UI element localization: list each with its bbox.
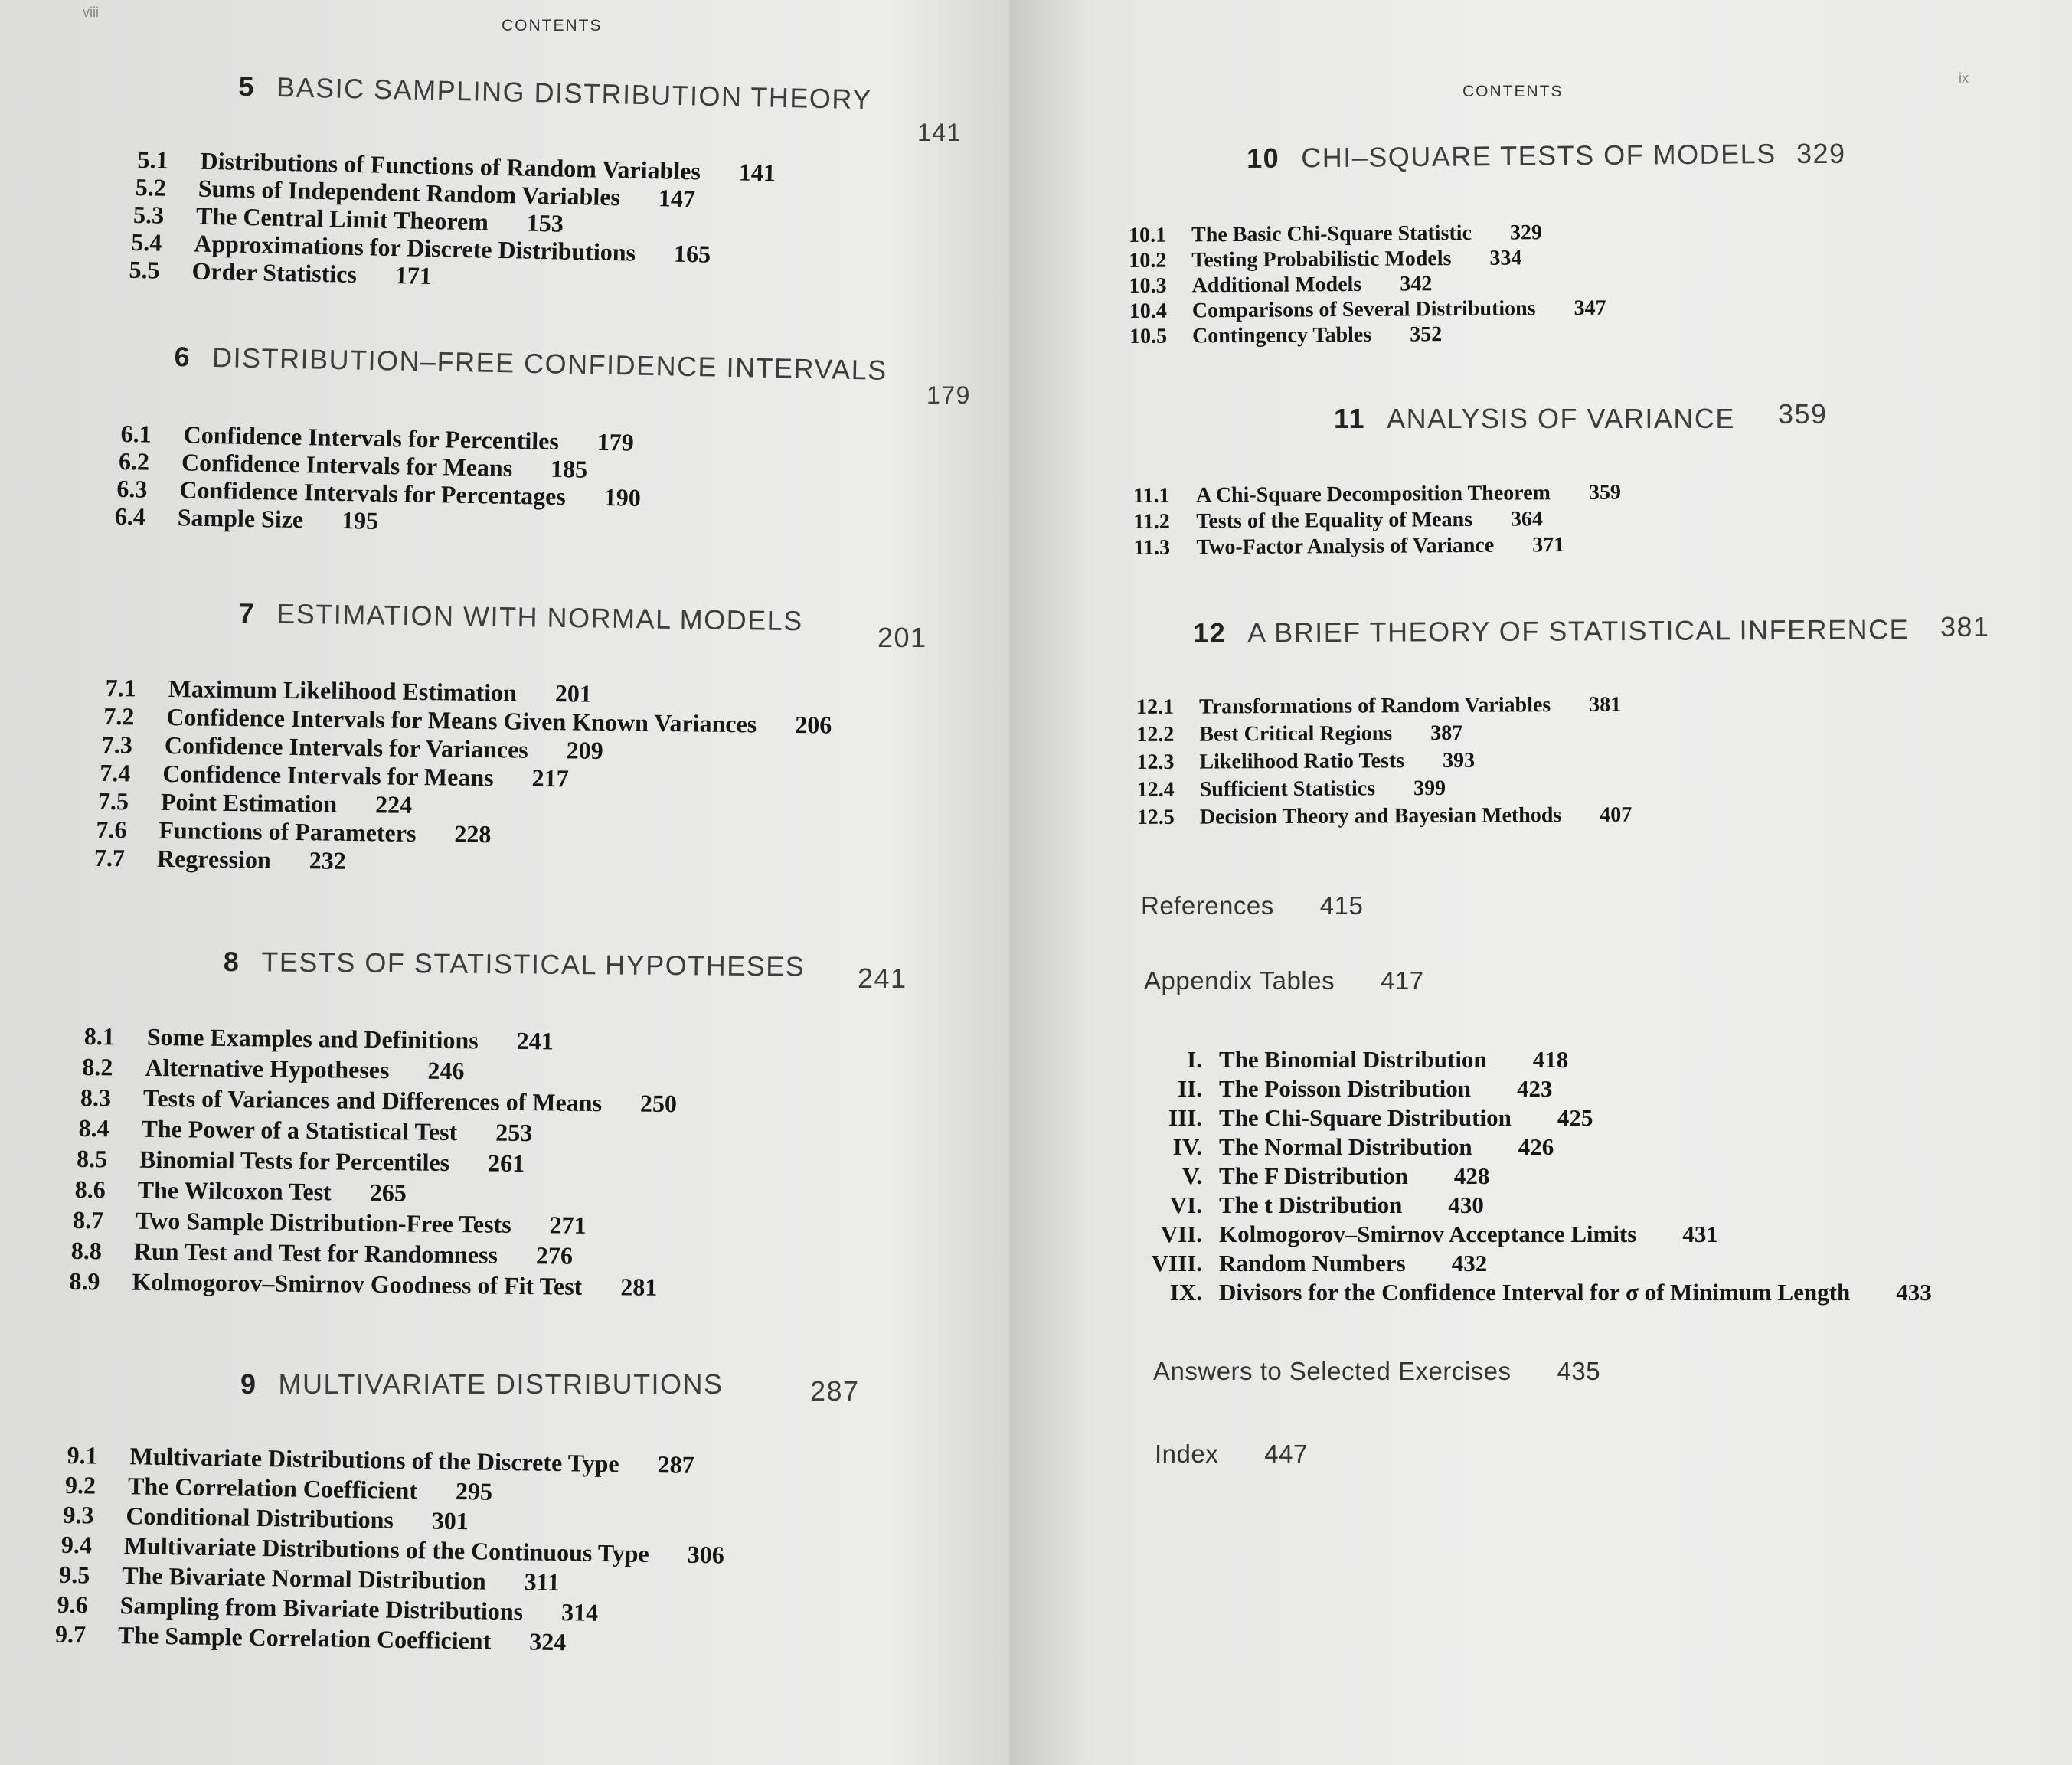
section-title: Binomial Tests for Percentiles	[139, 1145, 450, 1177]
page-folio-right: ix	[1959, 70, 1969, 86]
toc-entry-6-4[interactable]	[114, 502, 378, 535]
table-title: Divisors for the Confidence Interval for σ of Minimum Length	[1219, 1279, 1851, 1306]
section-number: 5.1	[137, 145, 168, 174]
section-number: 5.2	[135, 172, 167, 201]
table-roman-numeral: III.	[1168, 1104, 1202, 1131]
toc-entry-8-8[interactable]	[71, 1237, 573, 1270]
section-title: Tests of the Equality of Means	[1196, 507, 1473, 534]
section-page: 329	[1509, 221, 1543, 245]
section-number: 5.4	[130, 227, 162, 257]
section-number: 7.1	[105, 674, 136, 702]
chapter-7-page: 201	[877, 622, 927, 653]
appendix-page: 417	[1381, 966, 1424, 995]
section-number: 5.5	[129, 255, 160, 284]
running-head-right: CONTENTS	[1462, 83, 1564, 100]
table-roman-numeral: VII.	[1160, 1221, 1202, 1247]
chapter-title: MULTIVARIATE DISTRIBUTIONS	[278, 1368, 724, 1400]
section-page: 387	[1430, 721, 1463, 745]
section-number: 8.4	[78, 1113, 109, 1142]
toc-entry-12-4[interactable]	[1137, 776, 1446, 802]
section-title: Run Test and Test for Randomness	[133, 1237, 498, 1269]
section-title: Confidence Intervals for Percentiles	[183, 420, 560, 455]
chapter-9-heading[interactable]	[240, 1368, 724, 1401]
section-title: Alternative Hypotheses	[145, 1053, 390, 1084]
table-roman-numeral: I.	[1187, 1046, 1202, 1073]
chapter-number: 6	[174, 341, 191, 373]
section-number: 6.3	[116, 474, 148, 503]
section-page: 347	[1574, 296, 1606, 320]
chapter-number: 12	[1193, 616, 1227, 649]
section-page: 295	[455, 1476, 493, 1505]
chapter-8-heading[interactable]	[224, 946, 806, 983]
right-page	[1009, 0, 2072, 1765]
section-title: Contingency Tables	[1191, 322, 1372, 348]
appendix-table-2[interactable]	[1133, 1075, 1553, 1103]
section-title: The Bivariate Normal Distribution	[121, 1561, 487, 1595]
section-number: 8.1	[83, 1022, 115, 1051]
section-number: 8.6	[74, 1175, 106, 1204]
answers-title: Answers to Selected Exercises	[1153, 1357, 1512, 1385]
section-title: Likelihood Ratio Tests	[1199, 749, 1405, 774]
section-title: Sample Size	[177, 503, 304, 534]
toc-entry-8-9[interactable]	[69, 1267, 657, 1302]
section-title: Distributions of Functions of Random Variables	[200, 146, 701, 185]
section-page: 201	[554, 679, 593, 708]
section-number: 9.2	[64, 1470, 96, 1499]
section-title: Confidence Intervals for Means	[162, 759, 494, 792]
toc-entry-7-6[interactable]	[96, 815, 491, 848]
section-title: Multivariate Distributions of the Discrete Type	[129, 1442, 619, 1478]
table-title: The Binomial Distribution	[1219, 1046, 1487, 1073]
section-number: 6.1	[120, 420, 152, 448]
running-head-left: CONTENTS	[502, 17, 603, 34]
section-number: 7.7	[93, 843, 126, 872]
section-title: Sums of Independent Random Variables	[198, 174, 621, 211]
chapter-number: 9	[240, 1368, 257, 1400]
chapter-6-heading[interactable]	[174, 341, 887, 387]
references-entry[interactable]	[1141, 891, 1363, 920]
toc-entry-12-3[interactable]	[1136, 749, 1475, 775]
section-number: 7.2	[103, 701, 135, 731]
answers-entry[interactable]	[1153, 1357, 1600, 1386]
chapter-title: DISTRIBUTION–FREE CONFIDENCE INTERVALS	[211, 341, 888, 386]
chapter-11-heading[interactable]	[1334, 403, 1735, 435]
table-roman-numeral: II.	[1178, 1075, 1202, 1102]
section-title: Confidence Intervals for Means	[181, 448, 513, 482]
section-page: 241	[516, 1026, 554, 1055]
section-number: 9.7	[54, 1620, 87, 1649]
section-page: 324	[529, 1627, 567, 1656]
section-title: The Central Limit Theorem	[195, 201, 489, 236]
section-number: 9.4	[60, 1530, 93, 1559]
section-title: Sampling from Bivariate Distributions	[119, 1591, 524, 1626]
appendix-table-8[interactable]	[1133, 1250, 1487, 1277]
section-page: 224	[374, 790, 413, 819]
section-title: The Correlation Coefficient	[127, 1472, 418, 1505]
section-page: 265	[369, 1178, 407, 1207]
table-roman-numeral: IV.	[1172, 1133, 1202, 1160]
chapter-8-page: 241	[858, 963, 907, 994]
table-title: Random Numbers	[1219, 1250, 1406, 1276]
toc-entry-8-6[interactable]	[75, 1175, 407, 1208]
section-page: 334	[1489, 246, 1522, 270]
chapter-title: A BRIEF THEORY OF STATISTICAL INFERENCE	[1247, 613, 1910, 649]
section-page: 381	[1589, 692, 1622, 717]
section-title: Transformations of Random Variables	[1198, 693, 1551, 719]
section-number: 11.3	[1133, 535, 1171, 560]
section-page: 195	[341, 506, 379, 534]
section-page: 147	[658, 184, 696, 213]
table-page: 430	[1448, 1191, 1484, 1218]
chapter-11-page: 359	[1778, 398, 1828, 430]
chapter-title: ANALYSIS OF VARIANCE	[1387, 403, 1735, 434]
section-page: 352	[1410, 322, 1443, 347]
section-title: Multivariate Distributions of the Continuous Type	[123, 1531, 650, 1567]
table-page: 428	[1453, 1162, 1490, 1189]
chapter-12-page: 381	[1940, 611, 1990, 642]
section-number: 5.3	[132, 200, 165, 229]
toc-entry-10-4[interactable]	[1129, 296, 1606, 324]
references-page: 415	[1319, 891, 1364, 920]
toc-entry-10-1[interactable]	[1129, 221, 1542, 248]
toc-entry-7-7[interactable]	[94, 844, 346, 875]
section-number: 9.3	[63, 1500, 94, 1529]
section-page: 301	[431, 1506, 469, 1535]
section-page: 179	[596, 427, 635, 456]
section-number: 11.2	[1133, 509, 1170, 534]
toc-entry-7-5[interactable]	[98, 787, 413, 819]
section-page: 206	[795, 711, 832, 739]
section-title: Some Examples and Definitions	[146, 1022, 479, 1054]
toc-entry-9-7[interactable]	[55, 1620, 567, 1656]
section-title: Testing Probabilistic Models	[1191, 247, 1452, 273]
chapter-10-page: 329	[1796, 138, 1846, 169]
appendix-table-7[interactable]	[1133, 1221, 1718, 1248]
section-number: 10.4	[1129, 299, 1167, 323]
appendix-table-6[interactable]	[1133, 1191, 1484, 1219]
section-title: Kolmogorov–Smirnov Goodness of Fit Test	[132, 1267, 583, 1300]
section-title: A Chi-Square Decomposition Theorem	[1195, 481, 1551, 508]
chapter-number: 10	[1247, 142, 1280, 174]
section-page: 232	[309, 846, 346, 874]
toc-entry-8-3[interactable]	[80, 1084, 677, 1118]
section-page: 359	[1588, 480, 1622, 505]
section-title: Functions of Parameters	[159, 815, 417, 847]
section-number: 9.6	[57, 1590, 88, 1619]
section-page: 153	[526, 208, 564, 237]
section-title: Point Estimation	[160, 787, 338, 818]
section-page: 185	[550, 454, 588, 483]
section-number: 7.4	[100, 758, 131, 787]
table-title: The Poisson Distribution	[1219, 1075, 1472, 1102]
toc-entry-10-2[interactable]	[1129, 246, 1521, 273]
table-page: 431	[1682, 1221, 1718, 1247]
section-page: 141	[738, 158, 776, 187]
section-page: 209	[566, 736, 603, 764]
section-title: Maximum Likelihood Estimation	[168, 675, 518, 707]
chapter-6-page: 179	[927, 381, 971, 409]
appendix-table-4[interactable]	[1133, 1133, 1554, 1161]
appendix-title: Appendix Tables	[1144, 966, 1335, 995]
section-title: Decision Theory and Bayesian Methods	[1199, 803, 1562, 829]
index-page: 447	[1264, 1440, 1308, 1468]
section-title: Tests of Variances and Differences of Means	[142, 1084, 603, 1117]
section-page: 393	[1443, 748, 1476, 773]
section-title: Best Critical Regions	[1199, 721, 1393, 747]
chapter-title: ESTIMATION WITH NORMAL MODELS	[276, 597, 803, 637]
section-number: 7.3	[101, 730, 133, 759]
section-number: 12.2	[1136, 722, 1175, 747]
section-page: 261	[487, 1149, 525, 1178]
section-page: 364	[1510, 507, 1544, 531]
chapter-12-heading[interactable]	[1193, 613, 1909, 649]
chapter-10-heading[interactable]	[1247, 138, 1776, 175]
toc-entry-9-2[interactable]	[65, 1471, 492, 1506]
section-page: 281	[620, 1273, 658, 1301]
section-page: 171	[394, 261, 433, 290]
toc-entry-12-5[interactable]	[1137, 803, 1632, 830]
appendix-table-1[interactable]	[1133, 1046, 1568, 1074]
table-page: 423	[1517, 1075, 1553, 1102]
section-number: 8.7	[73, 1205, 104, 1234]
section-number: 12.5	[1136, 805, 1175, 829]
section-number: 8.9	[69, 1267, 100, 1296]
toc-entry-8-2[interactable]	[82, 1053, 464, 1085]
section-number: 10.5	[1129, 324, 1168, 348]
section-number: 9.1	[67, 1441, 98, 1469]
chapter-title: TESTS OF STATISTICAL HYPOTHESES	[261, 946, 806, 982]
answers-page: 435	[1557, 1357, 1601, 1385]
section-title: Approximations for Discrete Distributions	[193, 229, 636, 266]
table-roman-numeral: VIII.	[1151, 1250, 1202, 1276]
chapter-9-page: 287	[810, 1375, 860, 1407]
table-title: The Normal Distribution	[1219, 1133, 1472, 1160]
section-title: The Sample Correlation Coefficient	[117, 1621, 492, 1655]
chapter-number: 8	[223, 946, 240, 978]
table-title: The t Distribution	[1219, 1191, 1403, 1218]
toc-entry-11-1[interactable]	[1133, 481, 1621, 508]
section-page: 306	[687, 1540, 725, 1569]
appendix-tables-entry[interactable]	[1144, 966, 1424, 995]
section-number: 12.4	[1136, 777, 1175, 802]
table-page: 432	[1451, 1250, 1488, 1276]
table-roman-numeral: VI.	[1169, 1191, 1202, 1218]
section-number: 11.1	[1133, 483, 1170, 508]
references-title: References	[1141, 891, 1274, 920]
chapter-5-heading[interactable]	[238, 70, 872, 116]
section-page: 246	[427, 1056, 465, 1085]
section-number: 10.3	[1129, 273, 1167, 298]
toc-entry-11-3[interactable]	[1133, 533, 1564, 561]
section-title: Confidence Intervals for Variances	[164, 731, 528, 763]
appendix-table-5[interactable]	[1133, 1162, 1489, 1190]
chapter-title: BASIC SAMPLING DISTRIBUTION THEORY	[276, 71, 873, 116]
section-number: 12.3	[1136, 750, 1175, 774]
section-number: 8.8	[70, 1236, 103, 1265]
page-folio-left: viii	[83, 5, 99, 20]
toc-entry-8-1[interactable]	[84, 1022, 554, 1055]
section-page: 371	[1532, 533, 1565, 557]
section-page: 314	[560, 1598, 599, 1626]
table-title: The F Distribution	[1219, 1162, 1408, 1189]
chapter-7-heading[interactable]	[238, 597, 803, 637]
section-page: 399	[1413, 776, 1446, 801]
section-number: 8.2	[82, 1052, 113, 1081]
toc-entry-8-7[interactable]	[73, 1206, 587, 1240]
section-page: 253	[495, 1118, 533, 1147]
section-title: Sufficient Statistics	[1199, 776, 1376, 802]
section-title: Order Statistics	[191, 257, 358, 289]
table-roman-numeral: V.	[1181, 1162, 1202, 1189]
section-title: The Basic Chi-Square Statistic	[1191, 221, 1472, 247]
index-title: Index	[1155, 1440, 1219, 1468]
section-number: 8.5	[76, 1144, 108, 1173]
table-page: 426	[1518, 1133, 1554, 1160]
toc-entry-10-3[interactable]	[1129, 272, 1432, 299]
toc-entry-5-5[interactable]	[129, 256, 432, 290]
section-title: Confidence Intervals for Percentages	[179, 476, 567, 511]
table-page: 433	[1896, 1279, 1932, 1306]
section-page: 228	[454, 819, 492, 848]
section-title: Conditional Distributions	[126, 1502, 394, 1534]
section-title: The Power of a Statistical Test	[141, 1114, 458, 1146]
section-page: 165	[673, 239, 711, 268]
section-title: The Wilcoxon Test	[137, 1175, 332, 1206]
section-number: 7.5	[97, 786, 129, 815]
section-number: 10.1	[1129, 223, 1167, 247]
section-page: 217	[531, 763, 569, 793]
section-page: 250	[639, 1089, 678, 1118]
section-title: Additional Models	[1191, 272, 1362, 298]
section-title: Comparisons of Several Distributions	[1191, 296, 1536, 323]
table-title: The Chi-Square Distribution	[1219, 1104, 1512, 1131]
section-page: 276	[535, 1241, 574, 1270]
section-page: 407	[1600, 802, 1632, 827]
chapter-5-page: 141	[917, 119, 962, 146]
section-page: 271	[549, 1211, 587, 1239]
chapter-number: 7	[238, 597, 256, 629]
section-number: 6.4	[114, 502, 146, 531]
toc-entry-11-2[interactable]	[1133, 507, 1543, 534]
section-page: 311	[524, 1567, 560, 1597]
section-number: 8.3	[80, 1083, 112, 1112]
section-title: Regression	[156, 844, 272, 874]
section-title: Two Sample Distribution-Free Tests	[136, 1206, 511, 1238]
section-number: 6.2	[118, 446, 150, 476]
section-number: 7.6	[96, 815, 127, 844]
toc-entry-10-5[interactable]	[1129, 322, 1442, 349]
toc-entry-9-3[interactable]	[63, 1501, 469, 1535]
appendix-table-3[interactable]	[1133, 1104, 1593, 1132]
table-roman-numeral: IX.	[1169, 1279, 1202, 1306]
section-number: 10.2	[1129, 248, 1167, 273]
toc-entry-12-2[interactable]	[1136, 721, 1462, 747]
left-page	[0, 0, 1009, 1765]
toc-entry-8-5[interactable]	[77, 1145, 525, 1178]
section-page: 190	[603, 483, 642, 512]
chapter-title: CHI–SQUARE TESTS OF MODELS	[1301, 137, 1776, 174]
table-page: 418	[1532, 1046, 1569, 1073]
section-page: 287	[657, 1450, 694, 1479]
chapter-number: 5	[238, 70, 256, 103]
table-page: 425	[1557, 1104, 1593, 1131]
table-title: Kolmogorov–Smirnov Acceptance Limits	[1219, 1221, 1637, 1247]
section-number: 9.5	[58, 1560, 90, 1589]
section-number: 12.1	[1136, 695, 1175, 719]
section-title: Two-Factor Analysis of Variance	[1196, 533, 1495, 560]
chapter-number: 11	[1334, 403, 1366, 434]
toc-entry-12-1[interactable]	[1136, 693, 1621, 720]
appendix-table-9[interactable]	[1133, 1279, 1932, 1306]
index-entry[interactable]	[1155, 1440, 1308, 1469]
section-page: 342	[1400, 272, 1433, 296]
toc-entry-8-4[interactable]	[78, 1114, 532, 1147]
section-title: Confidence Intervals for Means Given Known Variances	[166, 702, 757, 738]
